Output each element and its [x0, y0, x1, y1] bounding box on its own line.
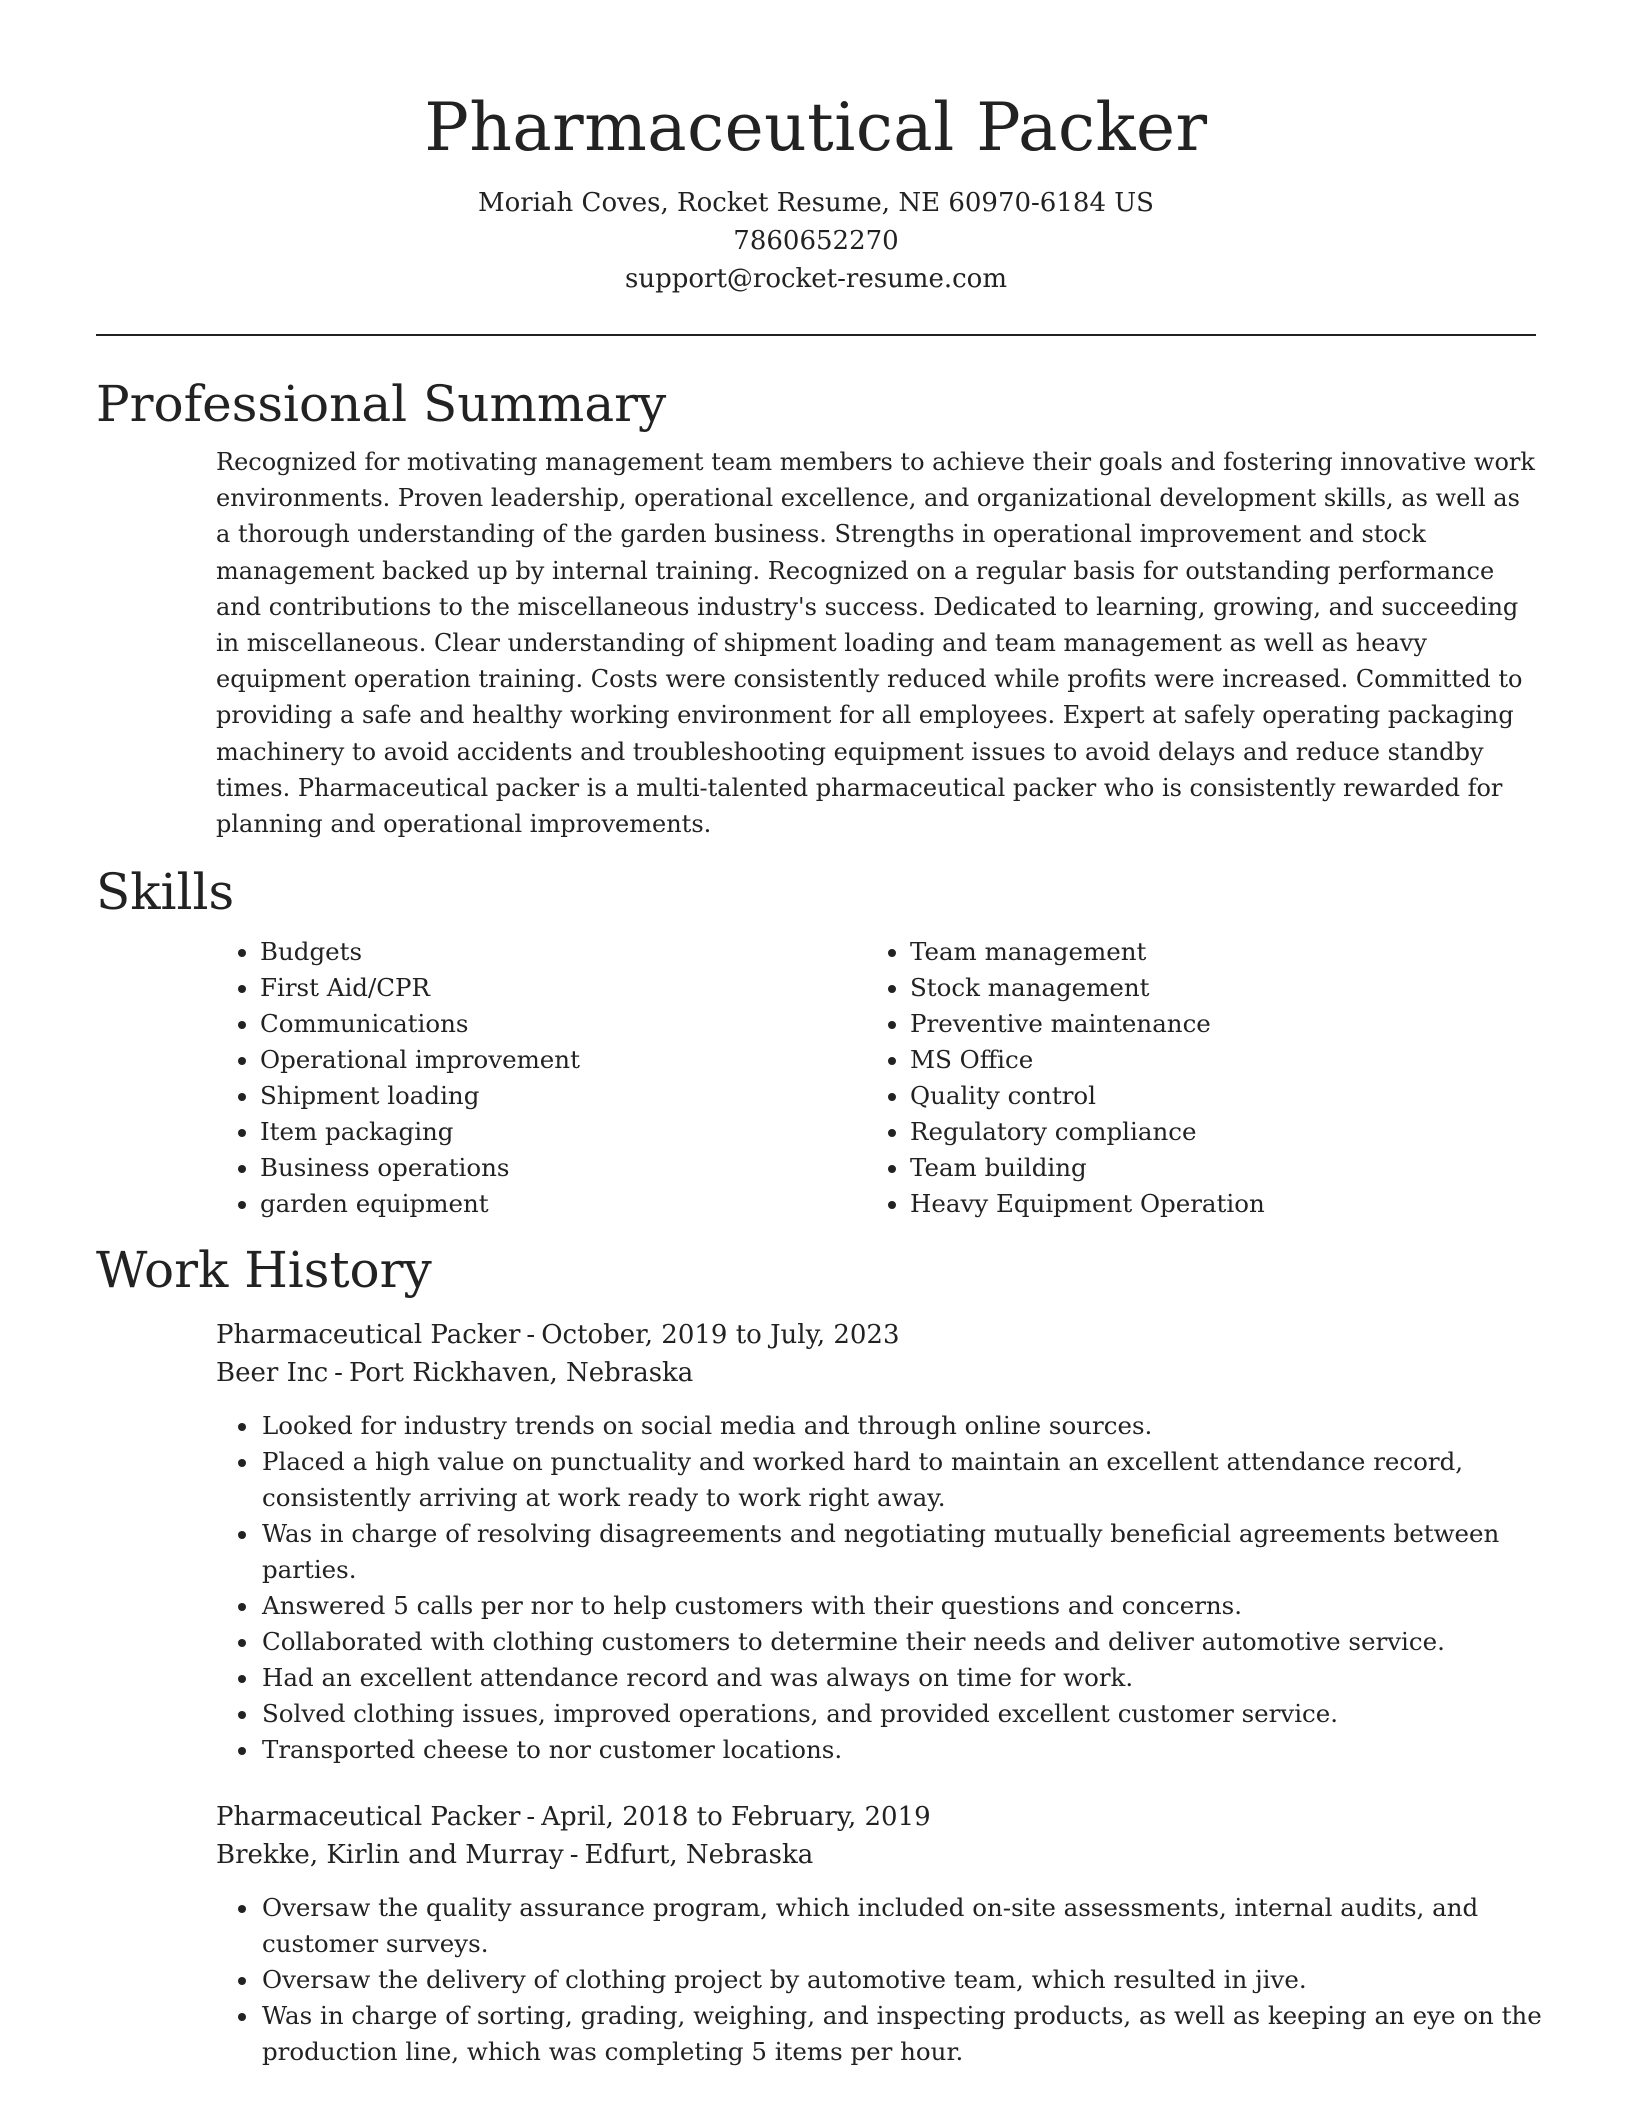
job-bullets: [216, 1890, 1546, 2070]
job-header: Pharmaceutical Packer - October, 2019 to July, 2023 Beer Inc - Port Rickhaven, Nebraska: [216, 1320, 900, 1389]
job-title: Pharmaceutical Packer: [216, 1320, 521, 1351]
skill-item: • MS Office: [910, 1042, 1510, 1078]
job-dates: October, 2019 to July, 2023: [541, 1320, 900, 1351]
skill-item: • Shipment loading: [260, 1078, 866, 1114]
skill-item: • First Aid/CPR: [260, 970, 866, 1006]
skill-item: • Stock management: [910, 970, 1510, 1006]
skill-item: • Team management: [910, 934, 1510, 970]
skills-column-left: [216, 934, 866, 1222]
resume-page: [96, 0, 1542, 2070]
skill-item: • Item packaging: [260, 1114, 866, 1150]
work-history-heading: Work History: [96, 1241, 432, 1300]
skill-item: • Budgets: [260, 934, 866, 970]
resume-title: Pharmaceutical Packer: [424, 89, 1208, 166]
skill-item: • Team building: [910, 1150, 1510, 1186]
skill-item: • Communications: [260, 1006, 866, 1042]
skill-item: • Quality control: [910, 1078, 1510, 1114]
contact-address: Moriah Coves, Rocket Resume, NE 60970-6184 US: [478, 188, 1154, 218]
resume-header: [96, 0, 1536, 298]
contact-email: support@rocket-resume.com: [624, 264, 1007, 294]
job-header: Pharmaceutical Packer - April, 2018 to February, 2019 Brekke, Kirlin and Murray - Edfurt, Nebraska: [216, 1802, 931, 1871]
summary-heading: Professional Summary: [96, 375, 667, 433]
job-bullets: [216, 1408, 1546, 1768]
job-location: Edfurt, Nebraska: [584, 1840, 814, 1871]
job-bullet: • Looked for industry trends on social media and through online sources.: [260, 1408, 1546, 1444]
job-bullet: • Collaborated with clothing customers to determine their needs and deliver automotive service.: [260, 1624, 1546, 1660]
header-divider: [96, 334, 1536, 336]
skill-item: • Heavy Equipment Operation: [910, 1186, 1510, 1222]
job-bullet: • Was in charge of resolving disagreements and negotiating mutually beneficial agreements between parties.: [260, 1516, 1546, 1588]
job-bullet: • Had an excellent attendance record and was always on time for work.: [260, 1660, 1546, 1696]
job-bullet: • Oversaw the quality assurance program, which included on-site assessments, internal audits, and customer surveys.: [260, 1890, 1546, 1962]
job-bullet: • Transported cheese to nor customer locations.: [260, 1732, 1546, 1768]
job-entry: [216, 1316, 1546, 1768]
skill-item: • Business operations: [260, 1150, 866, 1186]
job-bullet: • Was in charge of sorting, grading, weighing, and inspecting products, as well as keeping an eye on the production line, which was completing 5 items per hour.: [260, 1998, 1546, 2070]
skill-item: • garden equipment: [260, 1186, 866, 1222]
skills-list: [216, 934, 1536, 1222]
summary-text: Recognized for motivating management team members to achieve their goals and fostering innovative work environments. Proven leadership, operational excellence, and organizational development skills, as well as a thorough understanding of the garden business. Strengths in operational improvement and stock management backed up by internal training. Recognized on a regular basis for outstanding performance and contributions to the miscellaneous industry's success. Dedicated to learning, growing, and succeeding in miscellaneous. Clear understanding of shipment loading and team management as well as heavy equipment operation training. Costs were consistently reduced while profits were increased. Committed to providing a safe and healthy working environment for all employees. Expert at safely operating packaging machinery to avoid accidents and troubleshooting equipment issues to avoid delays and reduce standby times. Pharmaceutical packer is a multi-talented pharmaceutical packer who is consistently rewarded for planning and operational improvements.: [216, 448, 1535, 839]
job-bullet: • Placed a high value on punctuality and worked hard to maintain an excellent attendance record, consistently arriving at work ready to work right away.: [260, 1444, 1546, 1516]
skill-item: • Operational improvement: [260, 1042, 866, 1078]
job-bullet: • Answered 5 calls per nor to help customers with their questions and concerns.: [260, 1588, 1546, 1624]
job-company: Brekke, Kirlin and Murray: [216, 1840, 564, 1871]
skill-item: • Preventive maintenance: [910, 1006, 1510, 1042]
job-dates: April, 2018 to February, 2019: [541, 1802, 931, 1833]
job-location: Port Rickhaven, Nebraska: [348, 1358, 694, 1389]
contact-phone: 7860652270: [733, 226, 899, 256]
job-company: Beer Inc: [216, 1358, 329, 1389]
job-entry: [216, 1798, 1546, 2070]
skill-item: • Regulatory compliance: [910, 1114, 1510, 1150]
skills-heading: Skills: [96, 863, 235, 922]
job-bullet: • Solved clothing issues, improved operations, and provided excellent customer service.: [260, 1696, 1546, 1732]
skills-column-right: [866, 934, 1510, 1222]
contact-info: [96, 184, 1536, 298]
job-title: Pharmaceutical Packer: [216, 1802, 521, 1833]
job-bullet: • Oversaw the delivery of clothing project by automotive team, which resulted in jive.: [260, 1962, 1546, 1998]
